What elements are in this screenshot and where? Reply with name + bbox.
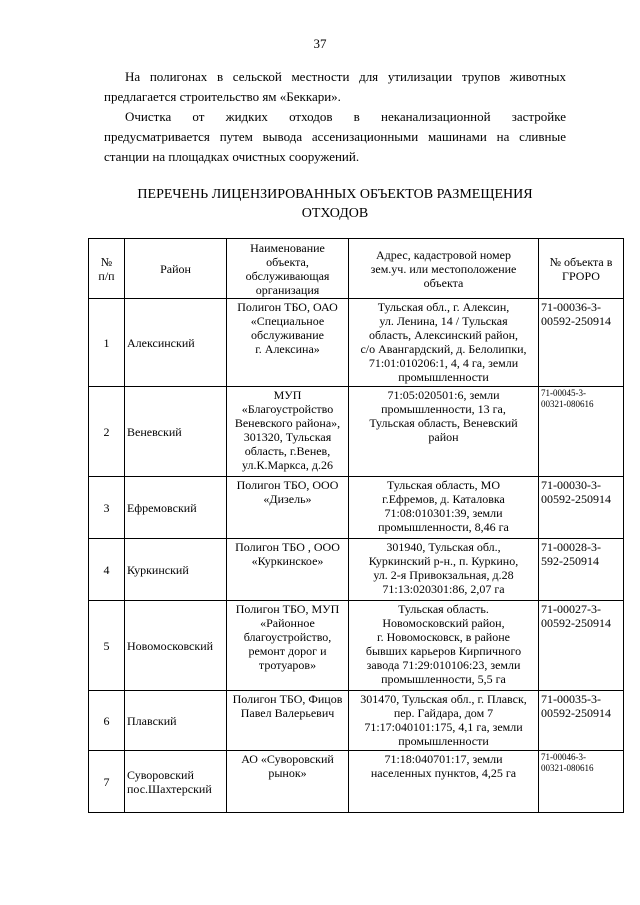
row-number: 1	[89, 299, 125, 387]
section-title-line: ОТХОДОВ	[301, 206, 369, 221]
row-district: Куркинский	[125, 539, 227, 601]
row-groro-id: 71-00046-3- 00321-080616	[539, 751, 624, 813]
row-district: Алексинский	[125, 299, 227, 387]
row-address: 301940, Тульская обл., Куркинский р-н., п. Куркино, ул. 2-я Привокзальная, д.28 71:13:020301:86, 2,07 га	[349, 539, 539, 601]
row-organization: Полигон ТБО, Фицов Павел Валерьевич	[227, 691, 349, 751]
row-number: 6	[89, 691, 125, 751]
row-organization: Полигон ТБО , ООО «Куркинское»	[227, 539, 349, 601]
header-district: Район	[125, 239, 227, 299]
paragraph-beccari-pits	[104, 67, 566, 107]
table-row	[89, 691, 624, 751]
row-district: Плавский	[125, 691, 227, 751]
header-number: № п/п	[89, 239, 125, 299]
row-organization: Полигон ТБО, ООО «Дизель»	[227, 477, 349, 539]
row-groro-id: 71-00036-3- 00592-250914	[539, 299, 624, 387]
section-title-line: ПЕРЕЧЕНЬ ЛИЦЕНЗИРОВАННЫХ ОБЪЕКТОВ РАЗМЕЩЕНИЯ	[137, 187, 533, 202]
paragraph-line: На полигонах в сельской местности для утилизации трупов животных	[125, 69, 566, 84]
table-row	[89, 751, 624, 813]
row-number: 7	[89, 751, 125, 813]
table-row	[89, 539, 624, 601]
row-address: Тульская обл., г. Алексин, ул. Ленина, 14 / Тульская область, Алексинский район, с/о Авангардский, д. Белолипки, 71:01:010206:1, 4, 4 га, земли промышленности	[349, 299, 539, 387]
row-groro-id: 71-00045-3- 00321-080616	[539, 387, 624, 477]
header-organization: Наименование объекта, обслуживающая организация	[227, 239, 349, 299]
row-district: Ефремовский	[125, 477, 227, 539]
row-address: Тульская область. Новомосковский район, г. Новомосковск, в районе бывших карьеров Кирпичного завода 71:29:010106:23, земли промышленности, 5,5 га	[349, 601, 539, 691]
section-title	[104, 185, 566, 223]
row-groro-id: 71-00035-3- 00592-250914	[539, 691, 624, 751]
row-address: 71:05:020501:6, земли промышленности, 13 га, Тульская область, Веневский район	[349, 387, 539, 477]
header-groro-id: № объекта в ГРОРО	[539, 239, 624, 299]
paragraph-line: станции на площадках очистных сооружений.	[104, 149, 360, 164]
row-address: Тульская область, МО г.Ефремов, д. Каталовка 71:08:010301:39, земли промышленности, 8,46 га	[349, 477, 539, 539]
row-number: 3	[89, 477, 125, 539]
row-groro-id: 71-00028-3- 592-250914	[539, 539, 624, 601]
row-district: Новомосковский	[125, 601, 227, 691]
table-row	[89, 477, 624, 539]
row-number: 5	[89, 601, 125, 691]
row-address: 301470, Тульская обл., г. Плавск, пер. Гайдара, дом 7 71:17:040101:175, 4,1 га, земли промышленности	[349, 691, 539, 751]
row-organization: МУП «Благоустройство Веневского района», 301320, Тульская область, г.Венев, ул.К.Маркса, д.26	[227, 387, 349, 477]
paragraph-line: предусматривается путем вывода ассенизационными машинами на сливные	[104, 129, 566, 144]
row-organization: Полигон ТБО, МУП «Районное благоустройство, ремонт дорог и тротуаров»	[227, 601, 349, 691]
table-row	[89, 601, 624, 691]
row-groro-id: 71-00027-3- 00592-250914	[539, 601, 624, 691]
row-groro-id: 71-00030-3- 00592-250914	[539, 477, 624, 539]
page-number: 37	[313, 36, 327, 51]
row-number: 2	[89, 387, 125, 477]
paragraph-liquid-waste	[104, 107, 566, 167]
table-header-row	[89, 239, 624, 299]
row-district: Веневский	[125, 387, 227, 477]
row-district: Суворовский пос.Шахтерский	[125, 751, 227, 813]
licensed-waste-sites-table	[88, 238, 624, 813]
table-row	[89, 387, 624, 477]
header-address: Адрес, кадастровой номер зем.уч. или местоположение объекта	[349, 239, 539, 299]
row-number: 4	[89, 539, 125, 601]
row-organization: АО «Суворовский рынок»	[227, 751, 349, 813]
row-organization: Полигон ТБО, ОАО «Специальное обслуживание г. Алексина»	[227, 299, 349, 387]
paragraph-line: предлагается строительство ям «Беккари».	[104, 89, 341, 104]
row-address: 71:18:040701:17, земли населенных пунктов, 4,25 га	[349, 751, 539, 813]
table-row	[89, 299, 624, 387]
paragraph-line: Очистка от жидких отходов в неканализационной застройке	[125, 109, 566, 124]
